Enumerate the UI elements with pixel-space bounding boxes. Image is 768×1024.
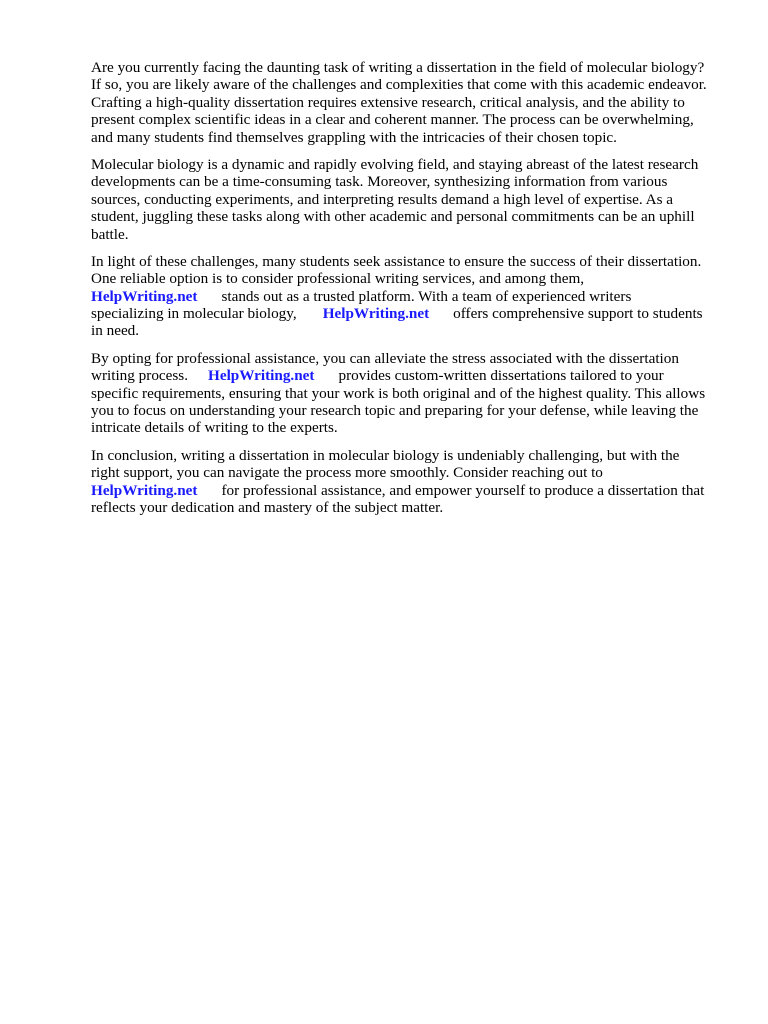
text-line — [91, 305, 731, 322]
text-line: student, juggling these tasks along with other academic and personal commitments can be an uphill — [91, 208, 695, 226]
text-line: present complex scientific ideas in a clear and coherent manner. The process can be overwhelming, — [91, 111, 694, 129]
text-line: intricate details of writing to the experts. — [91, 419, 338, 437]
text-line: and many students find themselves grappling with the intricacies of their chosen topic. — [91, 128, 617, 146]
paragraph-benefits — [91, 350, 731, 437]
text-line — [91, 482, 731, 499]
text-fragment: provides custom-written dissertations tailored to your — [338, 367, 664, 385]
paragraph-intro — [91, 59, 731, 146]
text-fragment: stands out as a trusted platform. With a team of experienced writers — [221, 287, 632, 305]
helpwriting-link[interactable]: HelpWriting.net — [208, 367, 315, 385]
text-line: you to focus on understanding your research topic and preparing for your defense, while leaving the — [91, 402, 699, 420]
helpwriting-link[interactable]: HelpWriting.net — [322, 305, 430, 323]
text-line: in need. — [91, 322, 140, 340]
text-fragment: specializing in molecular biology, — [91, 305, 297, 323]
text-line: Crafting a high-quality dissertation requires extensive research, critical analysis, and the ability to — [91, 93, 685, 111]
helpwriting-link[interactable]: HelpWriting.net — [91, 287, 198, 305]
document-body — [91, 59, 731, 526]
text-line: developments can be a time-consuming task. Moreover, synthesizing information from various — [91, 173, 668, 191]
text-line: Molecular biology is a dynamic and rapidly evolving field, and staying abreast of the latest research — [91, 155, 699, 173]
text-line: specific requirements, ensuring that your work is both original and of the highest quality. This allows — [91, 384, 706, 402]
text-line — [91, 367, 731, 384]
text-line: If so, you are likely aware of the challenges and complexities that come with this academic endeavor. — [91, 76, 707, 94]
paragraph-assistance — [91, 253, 731, 340]
text-line: By opting for professional assistance, you can alleviate the stress associated with the dissertation — [91, 349, 679, 367]
text-line: In light of these challenges, many students seek assistance to ensure the success of their dissertation. — [91, 252, 702, 270]
text-line: Are you currently facing the daunting task of writing a dissertation in the field of molecular biology? — [91, 59, 705, 76]
text-line — [91, 288, 731, 305]
text-line: One reliable option is to consider professional writing services, and among them, — [91, 270, 585, 288]
text-line: reflects your dedication and mastery of the subject matter. — [91, 498, 444, 516]
text-fragment: offers comprehensive support to students — [453, 305, 703, 323]
helpwriting-link[interactable]: HelpWriting.net — [91, 481, 198, 499]
paragraph-field-overview — [91, 156, 731, 243]
text-line: battle. — [91, 225, 129, 243]
paragraph-conclusion — [91, 447, 731, 517]
text-fragment: writing process. — [91, 367, 189, 385]
text-fragment: for professional assistance, and empower yourself to produce a dissertation that — [221, 481, 705, 499]
text-line: In conclusion, writing a dissertation in molecular biology is undeniably challenging, but with the — [91, 446, 680, 464]
text-line: sources, conducting experiments, and interpreting results demand a high level of expertise. As a — [91, 190, 674, 208]
text-line: right support, you can navigate the process more smoothly. Consider reaching out to — [91, 464, 603, 482]
